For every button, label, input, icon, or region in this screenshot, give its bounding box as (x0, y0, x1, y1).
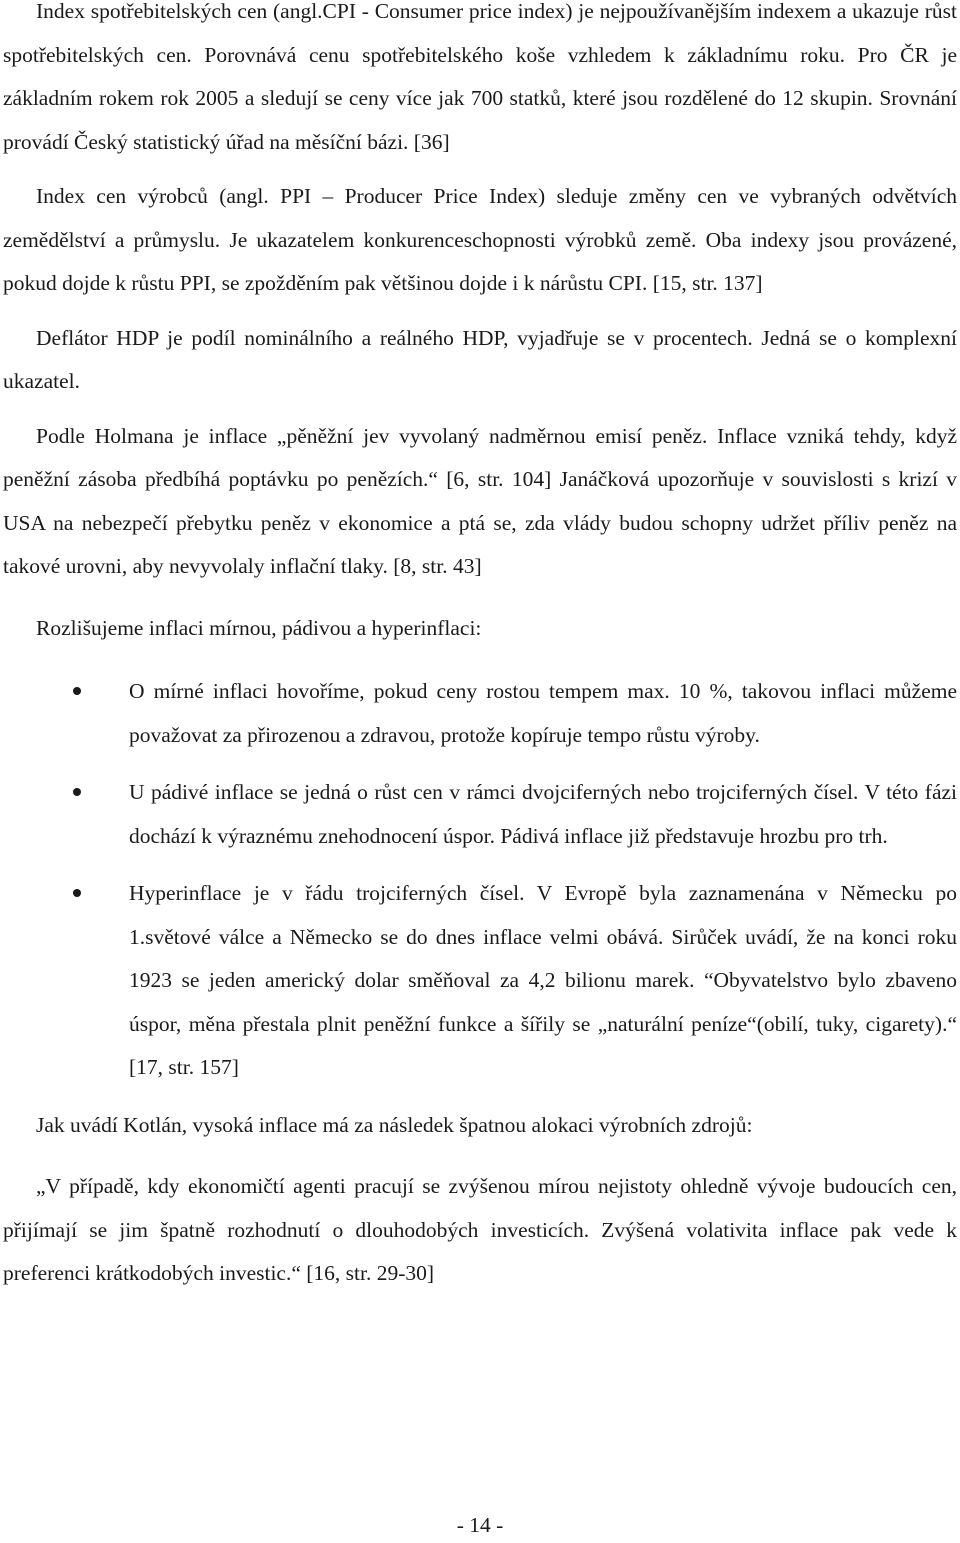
paragraph-ppi: Index cen výrobců (angl. PPI – Producer Price Index) sleduje změny cen ve vybraných odvětvích zemědělství a průmyslu. Je ukazatelem konkurenceschopnosti výrobků země. Oba indexy jsou provázené, pokud dojde k růstu PPI, se zpožděním pak většinou dojde i k nárůstu CPI. [15, str. 137] (3, 184, 957, 295)
list-item-text: O mírné inflaci hovoříme, pokud ceny rostou tempem max. 10 %, takovou inflaci můžeme považovat za přirozenou a zdravou, protože kopíruje tempo růstu výroby. (129, 679, 957, 747)
paragraph-inflation-types-lead: Rozlišujeme inflaci mírnou, pádivou a hyperinflaci: (36, 615, 482, 640)
paragraph-quote: „V případě, kdy ekonomičtí agenti pracují se zvýšenou mírou nejistoty ohledně vývoje budoucích cen, přijímají se jim špatně rozhodnutí o dlouhodobých investicích. Zvýšená volativita inflace pak vede k preferenci krátkodobých investic.“ [16, str. 29-30] (3, 1174, 957, 1285)
paragraph-cpi: Index spotřebitelských cen (angl.CPI - Consumer price index) je nejpoužívanějším indexem a ukazuje růst spotřebitelských cen. Porovnává cenu spotřebitelského koše vzhledem k základnímu roku. Pro ČR je základním rokem rok 2005 a sledují se ceny více jak 700 statků, které jsou rozdělené do 12 skupin. Srovnání provádí Český statistický úřad na měsíční bázi. [36] (3, 0, 957, 154)
bullet-icon (73, 788, 81, 796)
page-number: - 14 - (456, 1513, 504, 1537)
list-item-text: U pádivé inflace se jedná o růst cen v rámci dvojciferných nebo trojciferných čísel. V této fázi dochází k výraznému znehodnocení úspor. Pádivá inflace již představuje hrozbu pro trh. (129, 780, 957, 848)
list-item (3, 872, 957, 1090)
bullet-icon (73, 687, 81, 695)
inflation-types-list (3, 670, 957, 1090)
paragraph-deflator: Deflátor HDP je podíl nominálního a reálného HDP, vyjadřuje se v procentech. Jedná se o komplexní ukazatel. (3, 325, 957, 393)
list-item (3, 771, 957, 858)
paragraph-holman: Podle Holmana je inflace „pěněžní jev vyvolaný nadměrnou emisí peněz. Inflace vzniká tehdy, když peněžní zásoba předbíhá poptávku po penězích.“ [6, str. 104] Janáčková upozorňuje v souvislosti s krizí v USA na nebezpečí přebytku peněz v ekonomice a ptá se, zda vlády budou schopny udržet příliv peněz na takové urovni, aby nevyvolaly inflační tlaky. [8, str. 43] (3, 423, 957, 578)
paragraph-kotlan: Jak uvádí Kotlán, vysoká inflace má za následek špatnou alokaci výrobních zdrojů: (36, 1112, 753, 1137)
list-item (3, 670, 957, 757)
list-item-text: Hyperinflace je v řádu trojciferných čísel. V Evropě byla zaznamenána v Německu po 1.světové válce a Německo se do dnes inflace velmi obává. Sirůček uvádí, že na konci roku 1923 se jeden americký dolar směňoval za 4,2 bilionu marek. “Obyvatelstvo bylo zbaveno úspor, měna přestala plnit peněžní funkce a šířily se „naturální peníze“(obilí, tuky, cigarety).“ [17, str. 157] (129, 881, 957, 1079)
bullet-icon (73, 889, 81, 897)
